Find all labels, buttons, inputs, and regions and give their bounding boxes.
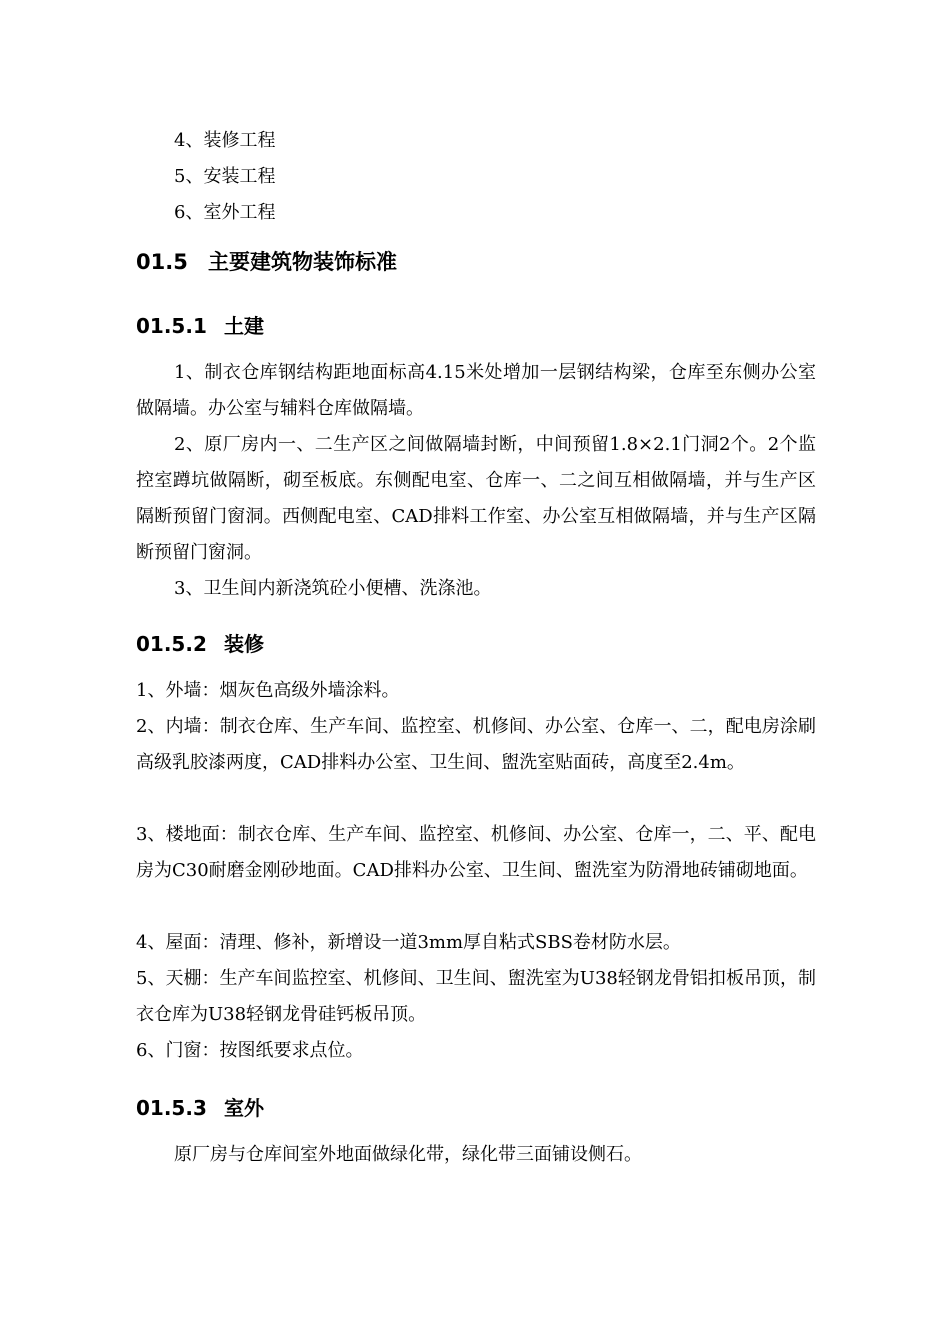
paragraph-text: 5、天棚：生产车间监控室、机修间、卫生间、盥洗室为U38轻钢龙骨铝扣板吊顶，制衣仓库为U38轻钢龙骨硅钙板吊顶。 [136, 968, 816, 1025]
list-item: 4、装修工程 [174, 130, 276, 151]
paragraph-text: 1、外墙：烟灰色高级外墙涂料。 [136, 680, 400, 701]
paragraph [136, 427, 816, 571]
paragraph [136, 571, 816, 607]
list-item: 6、室外工程 [174, 202, 276, 223]
section-title: 室外 [224, 1096, 264, 1120]
paragraph-text: 2、原厂房内一、二生产区之间做隔墙封断，中间预留1.8×2.1门洞2个。2个监控室蹲坑做隔断，砌至板底。东侧配电室、仓库一、二之间互相做隔墙，并与生产区隔断预留门窗洞。西侧配电室、CAD排料工作室、办公室互相做隔墙，并与生产区隔断预留门窗洞。 [136, 434, 816, 563]
paragraph-text: 6、门窗：按图纸要求点位。 [136, 1040, 364, 1061]
paragraph [136, 925, 816, 961]
list-item: 5、安装工程 [174, 166, 276, 187]
section-number: 01.5.1 [136, 314, 207, 338]
paragraph-text: 3、楼地面：制衣仓库、生产车间、监控室、机修间、办公室、仓库一，二、平、配电房为C30耐磨金刚砂地面。CAD排料办公室、卫生间、盥洗室为防滑地砖铺砌地面。 [136, 824, 816, 881]
section-title: 装修 [224, 632, 264, 656]
paragraph [136, 673, 816, 709]
section-heading-01-5-1 [136, 310, 264, 339]
paragraph-text: 4、屋面：清理、修补，新增设一道3mm厚自粘式SBS卷材防水层。 [136, 932, 681, 953]
paragraph [136, 709, 816, 781]
section-number: 01.5.2 [136, 632, 207, 656]
section-number: 01.5 [136, 250, 188, 274]
section-title: 主要建筑物装饰标准 [208, 250, 397, 274]
paragraph [136, 355, 816, 427]
paragraph-text: 3、卫生间内新浇筑砼小便槽、洗涤池。 [174, 578, 492, 599]
paragraph [136, 1137, 816, 1173]
paragraph [136, 1033, 816, 1069]
paragraph [136, 961, 816, 1033]
section-title: 土建 [224, 314, 264, 338]
paragraph [136, 817, 816, 889]
paragraph-text: 2、内墙：制衣仓库、生产车间、监控室、机修间、办公室、仓库一、二，配电房涂刷高级乳胶漆两度，CAD排料办公室、卫生间、盥洗室贴面砖，高度至2.4m。 [136, 716, 816, 773]
section-heading-01-5-3 [136, 1092, 264, 1121]
paragraph-text: 原厂房与仓库间室外地面做绿化带，绿化带三面铺设侧石。 [174, 1144, 642, 1165]
section-number: 01.5.3 [136, 1096, 207, 1120]
section-heading-01-5 [136, 246, 397, 276]
paragraph-text: 1、制衣仓库钢结构距地面标高4.15米处增加一层钢结构梁，仓库至东侧办公室做隔墙。办公室与辅料仓库做隔墙。 [136, 362, 816, 419]
section-heading-01-5-2 [136, 628, 264, 657]
